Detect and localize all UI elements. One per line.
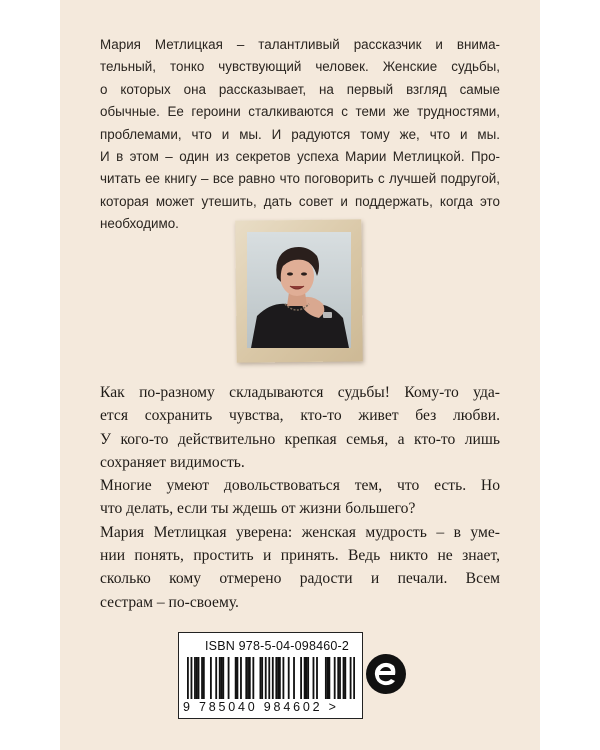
annotation-line: читать ее книгу – все равно что поговорить с лучшей подругой, <box>100 171 500 187</box>
barcode-bar <box>203 657 205 699</box>
barcode-bar <box>307 657 309 699</box>
barcode-bar <box>260 657 262 699</box>
publisher-logo-icon <box>364 652 408 696</box>
barcode-bar <box>237 657 239 699</box>
barcode-bar <box>293 657 295 699</box>
barcode-bar <box>328 657 330 699</box>
blurb-line: ется сохранить чувства, кто-то живет без любви. <box>100 407 500 425</box>
barcode-bar <box>196 657 198 699</box>
blurb-line: Многие умеют довольствоваться тем, что есть. Но <box>100 477 500 495</box>
author-photo-frame <box>236 220 362 362</box>
blurb-line: У кого-то действительно крепкая семья, а кто-то лишь <box>100 430 500 448</box>
barcode-bar <box>210 657 212 699</box>
barcode-bar <box>261 657 263 699</box>
barcode-bar <box>313 657 315 699</box>
barcode-bar <box>219 657 221 699</box>
barcode-bar <box>275 657 277 699</box>
barcode-bar <box>222 657 224 699</box>
annotation-line: И в этом – один из секретов успеха Марии Метлицкой. Про- <box>100 149 500 165</box>
barcode-bar <box>277 657 279 699</box>
annotation-line: необходимо. <box>100 216 179 232</box>
book-blurb <box>100 381 500 614</box>
annotation-line: проблемами, что и мы. И радуются тому же, что и мы. <box>100 126 500 142</box>
barcode-bar <box>316 657 318 699</box>
blurb-line: Мария Метлицкая уверена: женская мудрость – в уме- <box>100 523 500 541</box>
barcode-bar <box>265 657 267 699</box>
barcode-bar <box>198 657 200 699</box>
barcode-bar <box>228 657 230 699</box>
blurb-line: что делать, если ты ждешь от жизни большего? <box>100 500 416 518</box>
annotation-line: тельный, тонко чувствующий человек. Женские судьбы, <box>100 59 500 75</box>
blurb-line: нии понять, простить и принять. Ведь никто не знает, <box>100 547 500 565</box>
annotation-line: обычные. Ее героини сталкиваются с теми же трудностями, <box>100 104 500 120</box>
author-annotation <box>100 34 500 236</box>
annotation-line: которая может утешить, дать совет и поддержать, когда это <box>100 193 500 209</box>
barcode-bar <box>249 657 251 699</box>
barcode-bar <box>282 657 284 699</box>
isbn-number: ISBN 978-5-04-098460-2 <box>205 639 350 653</box>
barcode-bar <box>201 657 203 699</box>
barcode-bar <box>191 657 193 699</box>
barcode-bar <box>350 657 352 699</box>
barcode-bar <box>272 657 274 699</box>
barcode-bar <box>245 657 247 699</box>
barcode-bar <box>343 657 345 699</box>
isbn-barcode <box>178 632 363 719</box>
barcode-bar <box>353 657 355 699</box>
barcode-bar <box>288 657 290 699</box>
barcode-bar <box>300 657 302 699</box>
blurb-line: сестрам – по-своему. <box>100 593 239 611</box>
barcode-bar <box>334 657 336 699</box>
barcode-bar <box>305 657 307 699</box>
barcode-bar <box>187 657 189 699</box>
blurb-line: сколько кому отмерено радости и печали. Всем <box>100 570 500 588</box>
barcode-bar <box>252 657 254 699</box>
barcode-bar <box>339 657 341 699</box>
author-portrait <box>247 232 351 348</box>
barcode-bar <box>268 657 270 699</box>
blurb-line: Как по-разному складываются судьбы! Кому-то уда- <box>100 384 500 401</box>
author-photo <box>247 232 351 348</box>
annotation-line: о которых она рассказывает, на первый взгляд самые <box>100 81 500 97</box>
barcode-bars <box>187 657 355 699</box>
barcode-digits: 9 785040 984602 > <box>183 700 339 714</box>
barcode-bar <box>235 657 237 699</box>
barcode-bar <box>304 657 306 699</box>
barcode-bar <box>325 657 327 699</box>
barcode-bar <box>215 657 217 699</box>
barcode-bar <box>337 657 339 699</box>
annotation-line: Мария Метлицкая – талантливый рассказчик и внима- <box>100 37 500 52</box>
barcode-bar <box>279 657 281 699</box>
barcode-bar <box>194 657 196 699</box>
barcode-bar <box>247 657 249 699</box>
blurb-line: сохраняет видимость. <box>100 453 245 471</box>
barcode-bar <box>344 657 346 699</box>
barcode-bar <box>327 657 329 699</box>
barcode-bar <box>221 657 223 699</box>
barcode-bar <box>240 657 242 699</box>
